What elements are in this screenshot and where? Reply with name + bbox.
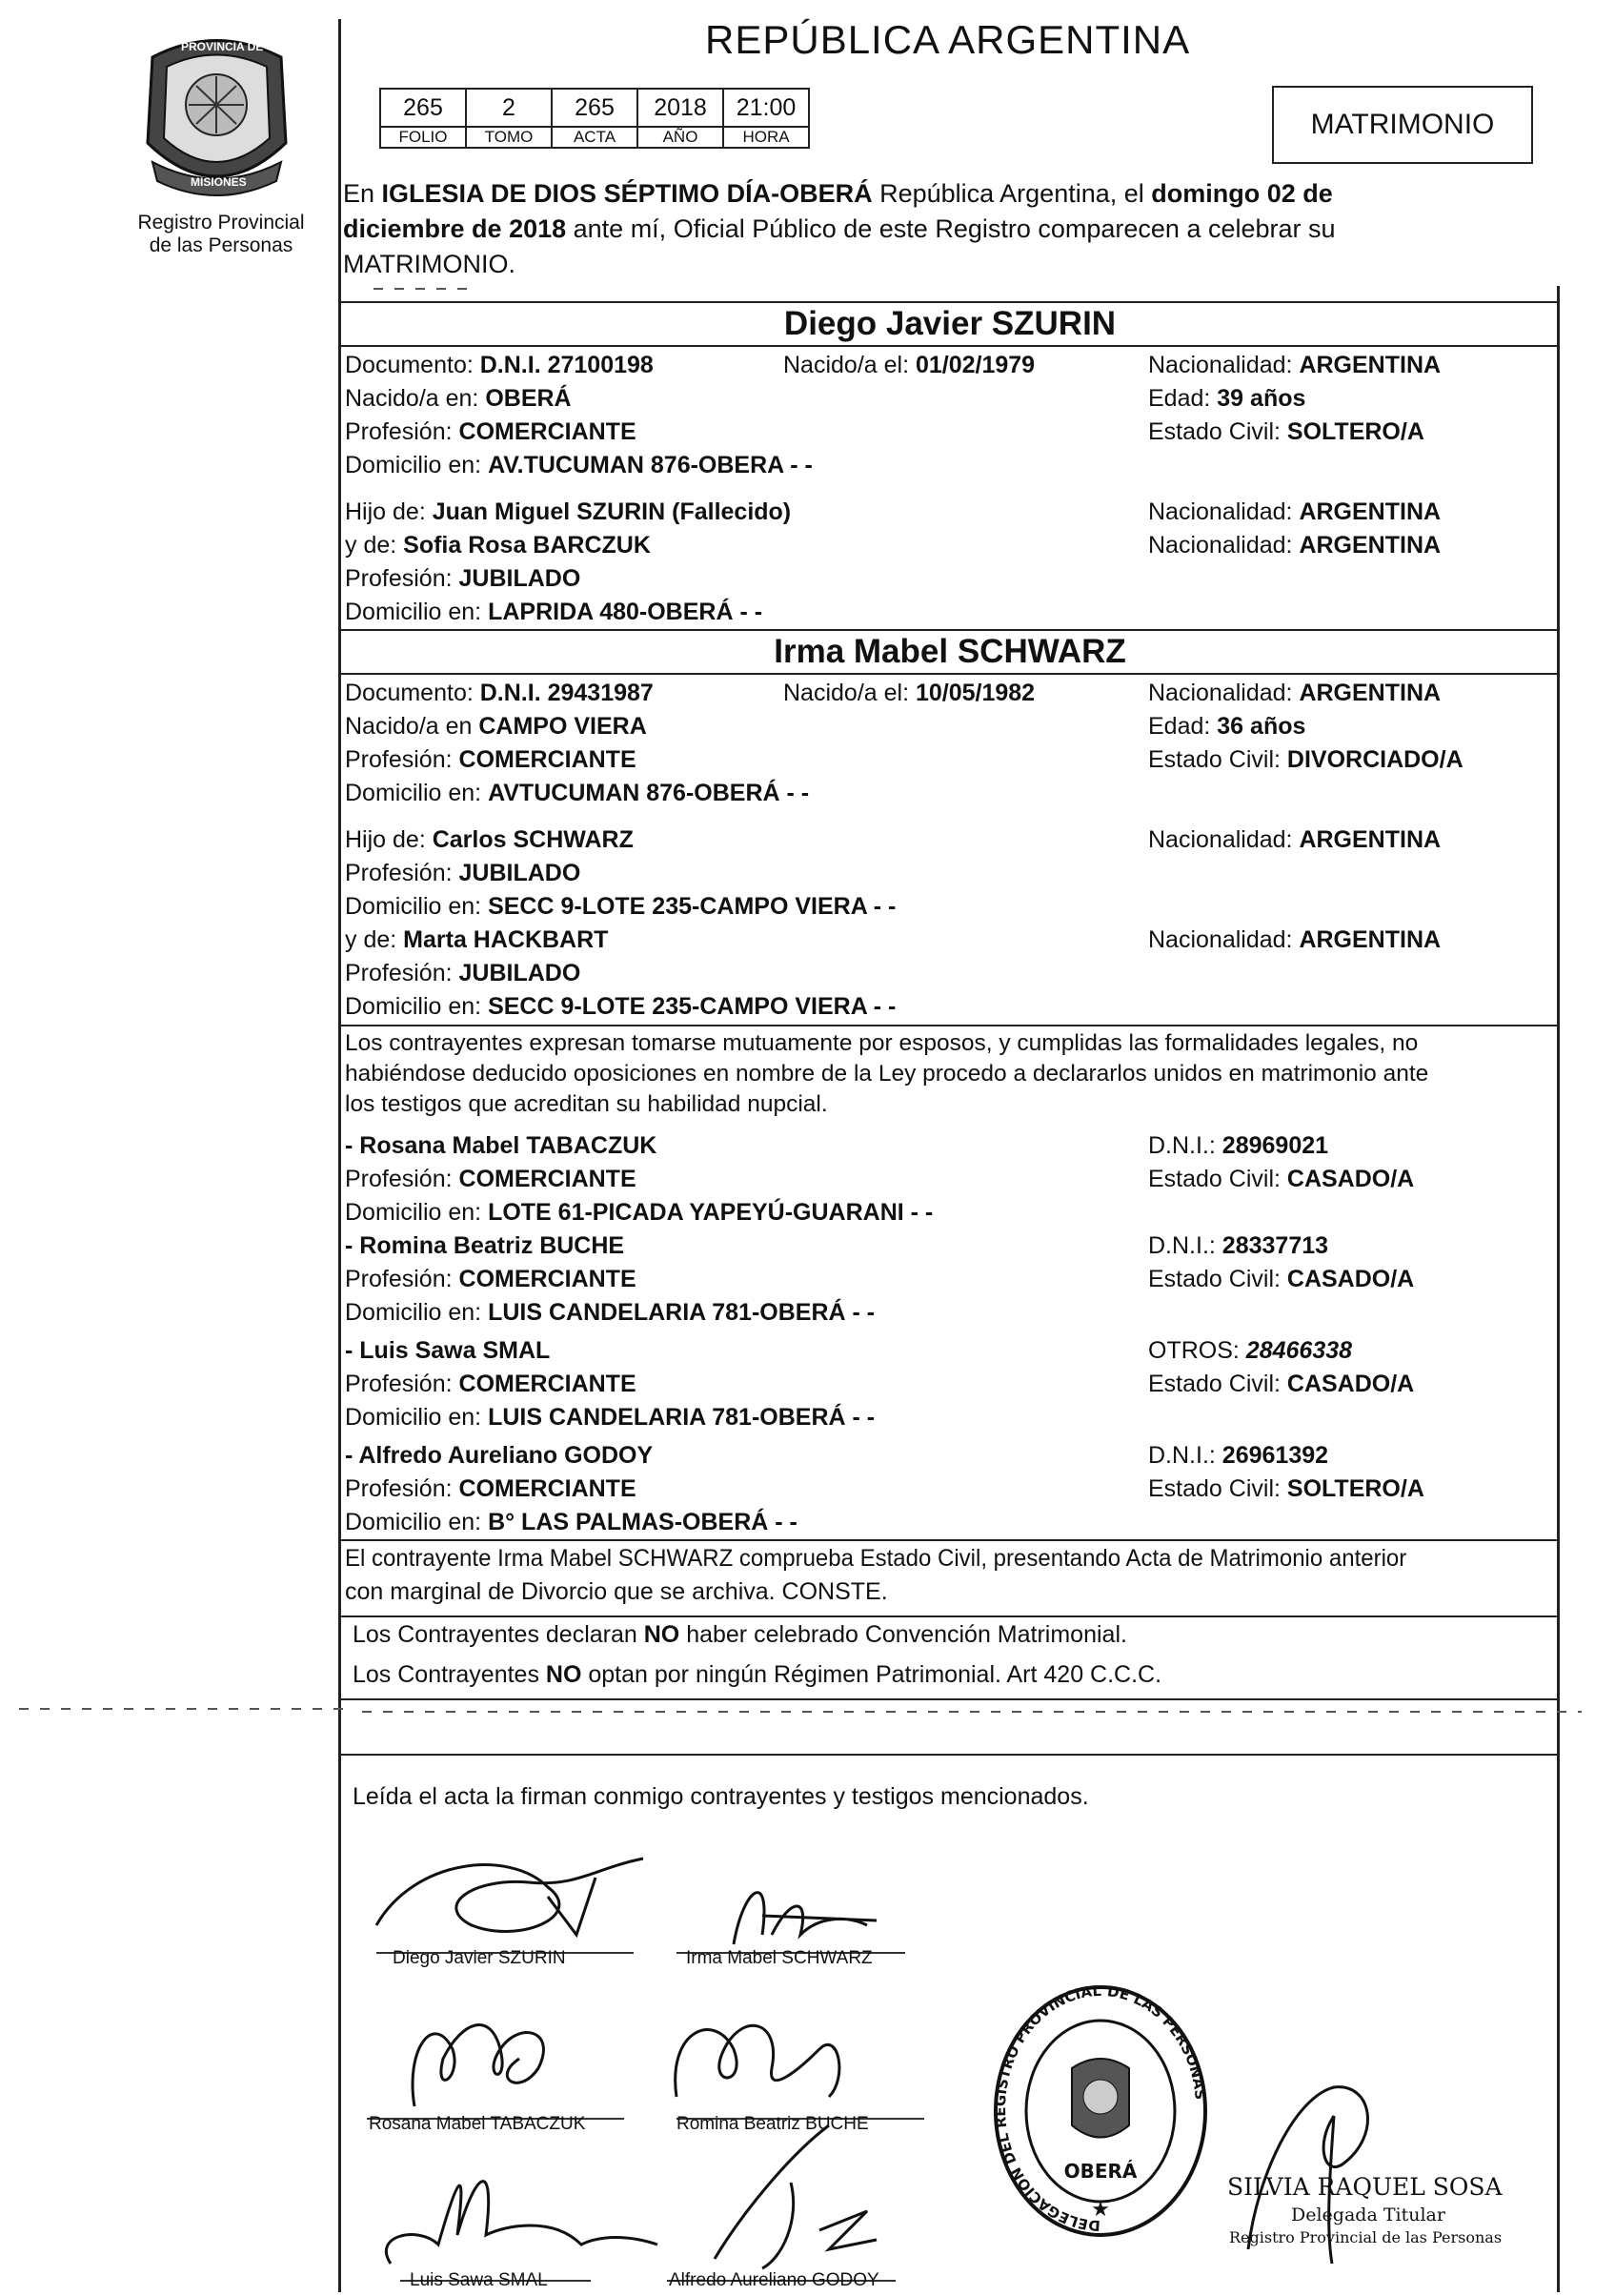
spouse1-parents-prof: Profesión: JUBILADO: [345, 565, 581, 592]
ceremony-place: IGLESIA DE DIOS SÉPTIMO DÍA-OBERÁ: [381, 179, 873, 208]
spouse2-mother: y de: Marta HACKBART: [345, 926, 609, 953]
ano-value: 2018: [637, 89, 723, 127]
spouse1-mother: y de: Sofia Rosa BARCZUK: [345, 532, 651, 559]
signature-name-1: Diego Javier SZURIN: [393, 1948, 566, 1968]
spouse2-name: Irma Mabel SCHWARZ: [774, 633, 1126, 670]
witness-id: OTROS: 28466338: [1148, 1337, 1353, 1364]
witness-addr: Domicilio en: LUIS CANDELARIA 781-OBERÁ - -: [345, 1299, 876, 1326]
folio-label: FOLIO: [380, 127, 466, 148]
dash-line: [373, 288, 469, 290]
spouse2-father-nat: Nacionalidad: ARGENTINA: [1148, 826, 1442, 853]
signature-name-4: Romina Beatriz BUCHE: [676, 2114, 869, 2134]
signature-szurin: [357, 1839, 662, 1954]
witness-addr: Domicilio en: B° LAS PALMAS-OBERÁ - -: [345, 1509, 797, 1535]
document-type: MATRIMONIO: [1310, 109, 1495, 140]
spouse2-born: Nacido/a el: 10/05/1982: [783, 680, 1036, 706]
witness-civil: Estado Civil: CASADO/A: [1148, 1166, 1415, 1192]
divider: [338, 1754, 1560, 1756]
signature-smal: [362, 2140, 667, 2283]
spouse1-prof: Profesión: COMERCIANTE: [345, 418, 636, 445]
spouse2-father: Hijo de: Carlos SCHWARZ: [345, 826, 634, 853]
spouse2-doc: Documento: D.N.I. 29431987: [345, 680, 654, 706]
tomo-value: 2: [466, 89, 552, 127]
spouse1-father: Hijo de: Juan Miguel SZURIN (Fallecido): [345, 498, 792, 525]
witness-name: - Rosana Mabel TABACZUK: [345, 1132, 657, 1159]
declaration-line1: Los contrayentes expresan tomarse mutuamente por esposos, y cumplidas las formalidades legales, no: [345, 1030, 1419, 1056]
spouse1-civil: Estado Civil: SOLTERO/A: [1148, 418, 1424, 445]
witness-prof: Profesión: COMERCIANTE: [345, 1475, 636, 1502]
document-title: REPÚBLICA ARGENTINA: [705, 17, 1191, 62]
hora-label: HORA: [723, 127, 809, 148]
official-name: SILVIA RAQUEL SOSA: [1227, 2173, 1503, 2201]
intro-text-1: En: [343, 179, 382, 208]
acta-label: ACTA: [552, 127, 637, 148]
divider: [338, 1615, 1560, 1617]
convention-line1: Los Contrayentes declaran NO haber celebrado Convención Matrimonial.: [353, 1621, 1127, 1648]
spouse1-birthplace: Nacido/a en: OBERÁ: [345, 385, 572, 412]
divider: [338, 629, 1560, 631]
spouse1-addr: Domicilio en: AV.TUCUMAN 876-OBERA - -: [345, 452, 813, 478]
frame-left-border: [338, 19, 341, 2292]
spouse1-father-nat: Nacionalidad: ARGENTINA: [1148, 498, 1442, 525]
divider: [338, 673, 1560, 675]
witness-name: - Luis Sawa SMAL: [345, 1337, 551, 1364]
witness-addr: Domicilio en: LOTE 61-PICADA YAPEYÚ-GUARANI - -: [345, 1199, 934, 1226]
signature-name-3: Rosana Mabel TABACZUK: [369, 2114, 586, 2134]
ano-label: AÑO: [637, 127, 723, 148]
hora-value: 21:00: [723, 89, 809, 127]
stamp-city: OBERÁ: [1063, 2160, 1138, 2183]
signature-name-6: Alfredo Aureliano GODOY: [669, 2270, 879, 2290]
province-logo: [133, 29, 300, 200]
signature-buche: [657, 1992, 867, 2125]
official-title: Delegada Titular: [1291, 2205, 1445, 2225]
witness-prof: Profesión: COMERCIANTE: [345, 1371, 636, 1397]
witness-civil: Estado Civil: CASADO/A: [1148, 1266, 1415, 1292]
spouse2-age: Edad: 36 años: [1148, 713, 1306, 740]
spouse1-mother-nat: Nacionalidad: ARGENTINA: [1148, 532, 1442, 559]
intro-text-2: República Argentina, el: [872, 179, 1152, 208]
spouse2-prof: Profesión: COMERCIANTE: [345, 746, 636, 773]
spouse2-civil: Estado Civil: DIVORCIADO/A: [1148, 746, 1464, 773]
spouse2-mother-nat: Nacionalidad: ARGENTINA: [1148, 926, 1442, 953]
closing-text: Leída el acta la firman conmigo contrayentes y testigos mencionados.: [353, 1783, 1089, 1810]
filler-dash-line: [362, 1711, 1582, 1713]
registry-name-line1: Registro Provincial: [137, 212, 305, 234]
witness-prof: Profesión: COMERCIANTE: [345, 1266, 636, 1292]
stamp-ring-text: DELEGACIÓN DEL REGISTRO PROVINCIAL DE LAS PERSONAS: [991, 1982, 1209, 2235]
witness-civil: Estado Civil: SOLTERO/A: [1148, 1475, 1424, 1502]
folio-value: 265: [380, 89, 466, 127]
ceremony-date-1: domingo 02 de: [1151, 179, 1333, 208]
signature-godoy: [686, 2116, 896, 2278]
spouse1-doc: Documento: D.N.I. 27100198: [345, 352, 654, 378]
signature-name-5: Luis Sawa SMAL: [410, 2270, 548, 2290]
witness-name: - Romina Beatriz BUCHE: [345, 1232, 625, 1259]
divider: [338, 1539, 1560, 1541]
declaration-line2: habiéndose deducido oposiciones en nombre de la Ley procedo a declararlos unidos en matrimonio ante: [345, 1061, 1429, 1087]
spouse2-mother-prof: Profesión: JUBILADO: [345, 960, 581, 986]
witness-civil: Estado Civil: CASADO/A: [1148, 1371, 1415, 1397]
spouse1-born: Nacido/a el: 01/02/1979: [783, 352, 1036, 378]
registry-name-line2: de las Personas: [149, 234, 293, 256]
divider: [338, 1025, 1560, 1026]
spouse2-birthplace: Nacido/a en CAMPO VIERA: [345, 713, 647, 740]
intro-line3: [343, 250, 515, 278]
spouse1-age: Edad: 39 años: [1148, 385, 1306, 412]
signature-tabaczuk: [376, 1992, 586, 2125]
spouse2-mother-addr: Domicilio en: SECC 9-LOTE 235-CAMPO VIERA - -: [345, 993, 897, 1020]
ceremony-date-2: diciembre de 2018: [343, 214, 567, 243]
acta-value: 265: [552, 89, 637, 127]
intro-text-4: MATRIMONIO.: [343, 250, 515, 278]
intro-line2: [343, 214, 1336, 243]
declaration-line3: los testigos que acreditan su habilidad nupcial.: [345, 1091, 828, 1117]
witness-name: - Alfredo Aureliano GODOY: [345, 1442, 654, 1469]
witness-id: D.N.I.: 26961392: [1148, 1442, 1329, 1469]
official-stamp: [991, 1982, 1210, 2259]
signature-name-2: Irma Mabel SCHWARZ: [686, 1948, 873, 1968]
intro-text-3: ante mí, Oficial Público de este Registro comparecen a celebrar su: [566, 214, 1336, 243]
svg-text:★: ★: [1091, 2197, 1110, 2221]
divider: [338, 1698, 1560, 1700]
witness-id: D.N.I.: 28969021: [1148, 1132, 1329, 1159]
frame-right-border: [1557, 286, 1560, 2292]
divider: [338, 301, 1560, 303]
spouse1-parents-addr: Domicilio en: LAPRIDA 480-OBERÁ - -: [345, 599, 763, 625]
official-organization: Registro Provincial de las Personas: [1229, 2228, 1503, 2246]
witness-id: D.N.I.: 28337713: [1148, 1232, 1329, 1259]
divider: [338, 345, 1560, 347]
spouse1-nat: Nacionalidad: ARGENTINA: [1148, 352, 1442, 378]
logo-top-text: PROVINCIA DE: [181, 40, 264, 53]
filler-dash-line: [19, 1708, 343, 1710]
document-type-box: [1272, 86, 1533, 164]
intro-line1: [343, 179, 1333, 208]
witness-prof: Profesión: COMERCIANTE: [345, 1166, 636, 1192]
convention-line2: Los Contrayentes NO optan por ningún Régimen Patrimonial. Art 420 C.C.C.: [353, 1661, 1162, 1688]
spouse1-name: Diego Javier SZURIN: [783, 305, 1117, 342]
spouse2-nat: Nacionalidad: ARGENTINA: [1148, 680, 1442, 706]
spouse2-father-prof: Profesión: JUBILADO: [345, 860, 581, 886]
spouse2-father-addr: Domicilio en: SECC 9-LOTE 235-CAMPO VIERA - -: [345, 893, 897, 920]
tomo-label: TOMO: [466, 127, 552, 148]
civil-status-note-line1: El contrayente Irma Mabel SCHWARZ comprueba Estado Civil, presentando Acta de Matrimonio anterior: [345, 1545, 1407, 1572]
logo-bottom-text: MISIONES: [191, 175, 247, 189]
civil-status-note-line2: con marginal de Divorcio que se archiva. CONSTE.: [345, 1578, 888, 1605]
spouse2-addr: Domicilio en: AVTUCUMAN 876-OBERÁ - -: [345, 780, 810, 806]
witness-addr: Domicilio en: LUIS CANDELARIA 781-OBERÁ - -: [345, 1404, 876, 1431]
record-table: [379, 88, 810, 149]
